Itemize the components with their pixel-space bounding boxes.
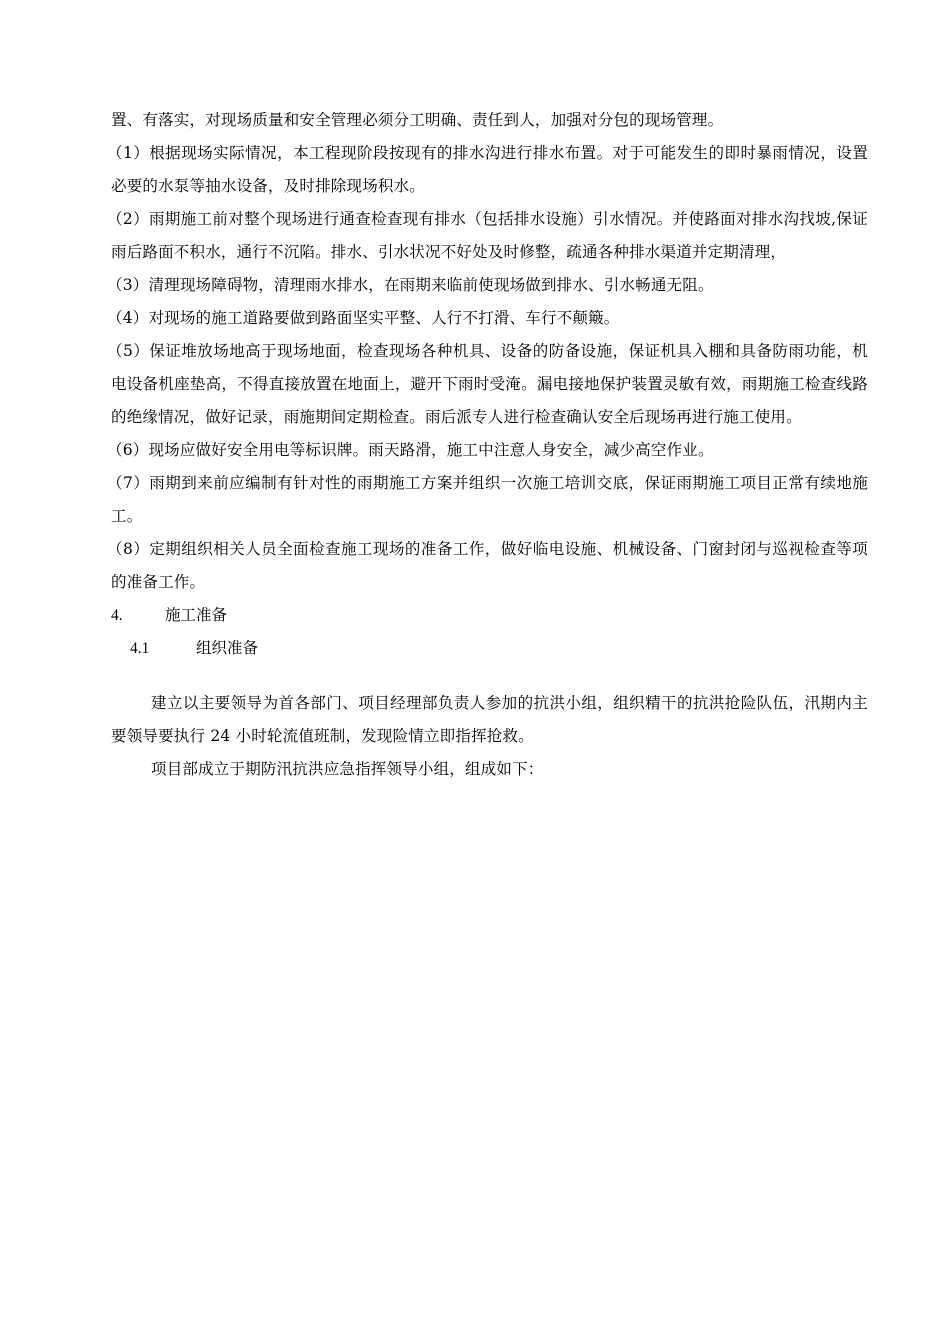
paragraph-continuation: 置、有落实，对现场质量和安全管理必须分工明确、责任到人，加强对分包的现场管理。 [111,111,724,129]
document-body [107,104,868,786]
subsection-number: 4.1 [130,640,150,657]
list-item-5: （5）保证堆放场地高于现场地面，检查现场各种机具、设备的防备设施，保证机具入棚和具备防雨功能，机电设备机座垫高，不得直接放置在地面上，避开下雨时受淹。漏电接地保护装置灵敏有效，雨期施工检查线路的绝缘情况，做好记录，雨施期间定期检查。雨后派专人进行检查确认安全后现场再进行施工使用。 [107,342,868,426]
list-item-8: （8）定期组织相关人员全面检查施工现场的准备工作，做好临电设施、机械设备、门窗封闭与巡视检查等项的准备工作。 [107,540,868,591]
list-item-2: （2）雨期施工前对整个现场进行通查检查现有排水（包括排水设施）引水情况。并使路面对排水沟找坡,保证雨后路面不积水，通行不沉陷。排水、引水状况不好处及时修整，疏通各种排水渠道并定期清理， [107,210,868,261]
subsection-title: 组织准备 [196,639,259,657]
section-heading-4 [111,599,868,632]
section-number: 4. [111,607,123,624]
list-item-3: （3）清理现场障碍物，清理雨水排水，在雨期来临前使现场做到排水、引水畅通无阻。 [107,276,714,294]
body-paragraph-command-group: 项目部成立于期防汛抗洪应急指挥领导小组，组成如下： [151,760,544,778]
section-title: 施工准备 [165,606,228,624]
list-item-6: （6）现场应做好安全用电等标识牌。雨天路滑，施工中注意人身安全，减少高空作业。 [107,441,714,459]
body-paragraph-flood-team: 建立以主要领导为首各部门、项目经理部负责人参加的抗洪小组，组织精干的抗洪抢险队伍，汛期内主要领导要执行 24 小时轮流值班制，发现险情立即指挥抢救。 [111,694,868,745]
list-item-1: （1）根据现场实际情况，本工程现阶段按现有的排水沟进行排水布置。对于可能发生的即时暴雨情况，设置必要的水泵等抽水设备，及时排除现场积水。 [107,144,868,195]
list-item-7: （7）雨期到来前应编制有针对性的雨期施工方案并组织一次施工培训交底，保证雨期施工项目正常有续地施工。 [107,474,868,525]
heading-spacer [111,665,868,687]
subsection-heading-4-1 [111,632,868,665]
list-item-4: （4）对现场的施工道路要做到路面坚实平整、人行不打滑、车行不颠簸。 [107,309,620,327]
